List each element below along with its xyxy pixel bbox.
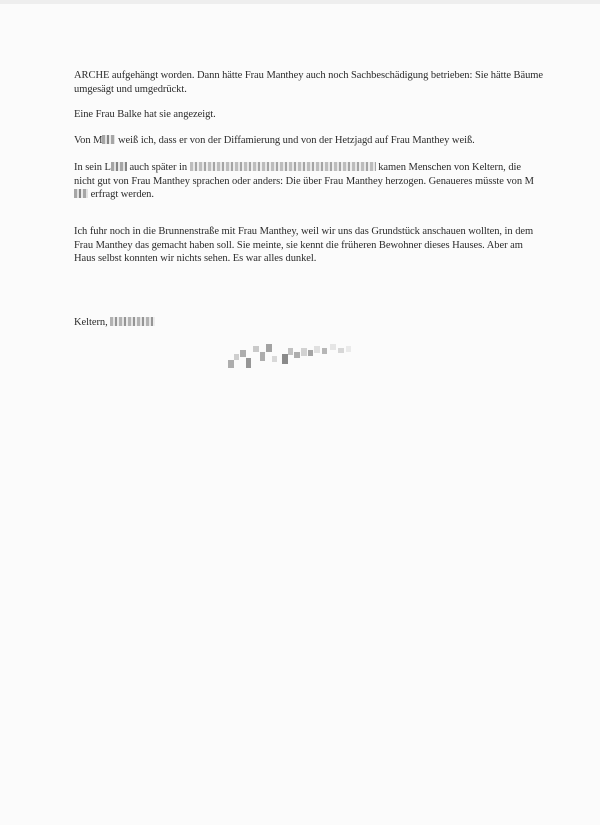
paragraph-arche: ARCHE aufgehängt worden. Dann hätte Frau Manthey auch noch Sachbeschädigung betrieben: Sie hätte Bäume umgesägt und umgedrückt. <box>74 70 544 95</box>
paragraph-menschen-start: In sein L <box>74 162 111 173</box>
redacted-date <box>110 317 155 326</box>
paragraph-menschen-mid: auch später in <box>126 162 190 173</box>
paragraph-menschen-cont: kamen Menschen von Keltern, die nicht gut von Frau Manthey sprachen oder anders: Die über Frau Manthey herzogen. Genaueres müsste von M <box>74 162 534 187</box>
paragraph-menschen <box>74 161 544 202</box>
redacted-name-2 <box>74 189 88 198</box>
paragraph-diffamierung-start: Von M <box>74 135 103 146</box>
redacted-place <box>111 162 127 171</box>
signature-redacted <box>226 338 366 374</box>
scan-edge <box>0 0 600 4</box>
paragraph-menschen-end: erfragt werden. <box>88 189 154 200</box>
paragraph-diffamierung-rest: weiß ich, dass er von der Diffamierung und von der Hetzjagd auf Frau Manthey weiß. <box>115 135 475 146</box>
redacted-name <box>102 135 115 144</box>
paragraph-diffamierung <box>74 134 544 148</box>
paragraph-brunnenstrasse: Ich fuhr noch in die Brunnenstraße mit Frau Manthey, weil wir uns das Grundstück anschauen wollten, in dem Frau Manthey das gemacht haben soll. Sie meinte, sie kennt die früheren Bewohner dieses Hauses. Aber am Haus selbst konnten wir nichts sehen. Es war alles dunkel. <box>74 226 534 264</box>
redacted-address <box>190 162 376 171</box>
closing-line <box>74 316 544 330</box>
paragraph-balke: Eine Frau Balke hat sie angezeigt. <box>74 109 216 120</box>
closing-place: Keltern, <box>74 317 108 328</box>
